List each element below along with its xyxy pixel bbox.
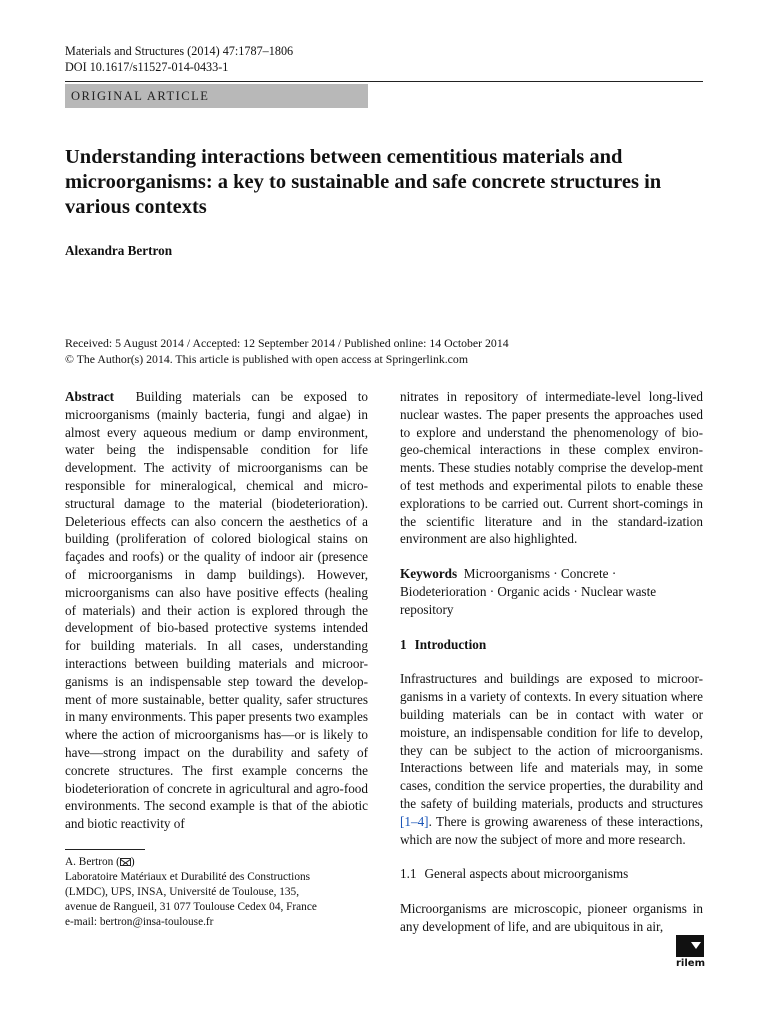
section-1-number: 1 xyxy=(400,636,407,652)
journal-citation: Materials and Structures (2014) 47:1787–1806 xyxy=(65,44,294,58)
affiliation-line-3: avenue de Rangueil, 31 077 Toulouse Cedex 04, France xyxy=(65,901,317,913)
subsection-1-1-heading xyxy=(400,865,703,883)
header-rule xyxy=(65,81,703,82)
intro-text-end: . There is growing awareness of these interactions, which are now the subject of more and more research. xyxy=(400,813,703,847)
author-email[interactable]: e-mail: bertron@insa-toulouse.fr xyxy=(65,916,214,928)
abstract-heading: Abstract xyxy=(65,389,115,404)
affiliation-line-2: (LMDC), UPS, INSA, Université de Toulouse, 135, xyxy=(65,886,300,898)
paper-title: Understanding interactions between cementitious materials and microorganisms: a key to sustainable and safe concrete structures in various contexts xyxy=(65,146,662,218)
intro-paragraph xyxy=(400,670,703,848)
affiliation-name: A. Bertron ( xyxy=(65,856,120,868)
author-affiliation xyxy=(65,855,368,930)
dates-line: Received: 5 August 2014 / Accepted: 12 September 2014 / Published online: 14 October 2014 xyxy=(65,336,509,350)
affiliation-name-line xyxy=(65,855,368,870)
rilem-logo-text: rilem xyxy=(676,958,705,969)
copyright-line: © The Author(s) 2014. This article is published with open access at Springerlink.com xyxy=(65,352,468,366)
subsection-number: 1.1 xyxy=(400,866,417,882)
affiliation-name-close: ) xyxy=(130,856,135,868)
microorganisms-paragraph: Microorganisms are microscopic, pioneer organisms in any development of life, and are ubiquitous in air, xyxy=(400,901,703,934)
intro-text: Infrastructures and buildings are exposed to microor-ganisms in a variety of contexts. In every situation where building materials can be in contact with water or moisture, an indispensable condition for life to develop, they can be subject to the action of microorganisms. Interactions between life and materials may, in some cases, condition the service properties, the durability and the safety of building materials, products and structures xyxy=(400,671,703,811)
footnote-rule xyxy=(65,849,145,850)
rilem-logo xyxy=(676,935,704,971)
abstract xyxy=(65,388,368,833)
rilem-logo-icon xyxy=(676,935,704,957)
right-column xyxy=(400,388,703,936)
citation-link[interactable]: [1–4] xyxy=(400,813,429,829)
keywords-text: Microorganisms · Concrete · Biodeterioration · Organic acids · Nuclear waste repository xyxy=(400,566,657,617)
subsection-title: General aspects about microorganisms xyxy=(424,866,629,882)
doi: DOI 10.1617/s11527-014-0433-1 xyxy=(65,60,229,74)
publication-dates xyxy=(65,335,705,367)
affiliation-line-1: Laboratoire Matériaux et Durabilité des Constructions xyxy=(65,871,311,883)
keywords-heading: Keywords xyxy=(400,566,458,582)
left-column xyxy=(65,388,368,833)
abstract-text-left: Building materials can be exposed to microorganisms (mainly bacteria, fungi and algae) in almost every aqueous medium or damp environment, water being the indispensable condition for life development. The activity of microorganisms can be responsible for mineralogical, chemical and micro-structural damage to the material (biodeterioration). Deleterious effects can also concern the aesthetics of a building (proliferation of colored biological stains on façades and roofs) or the quality of indoor air (presence of microorganisms in damp buildings). However, microorganisms can also have positive effects (healing of materials) and their action is explored through the development of bio-based protective systems intended for building materials. In all cases, understanding interactions between building materials and microor-ganisms is an indispensable step toward the develop-ment of more sustainable, better quality, safer structures in many environments. This paper presents two examples where the action of microorganisms has—or is likely to have—strong impact on the durability and safety of concrete structures. The first example concerns the biodeterioration of concrete in agricultural and agro-food environments. The second example is that of the abiotic and biotic reactivity of xyxy=(65,389,369,832)
article-type-banner: ORIGINAL ARTICLE xyxy=(65,84,368,108)
abstract-continued: nitrates in repository of intermediate-level long-lived nuclear wastes. The paper presents the approaches used to explore and understand the phenomenology of bio-geo-chemical interactions in these complex environ-ments. These studies notably comprise the develop-ment of test methods and experimental pilots to enable these explorations to be carried out. Current short-comings in the scientific literature and in the standard-ization environment are also highlighted. xyxy=(400,389,703,547)
journal-info xyxy=(65,43,293,75)
section-1-title: Introduction xyxy=(414,636,487,652)
keywords xyxy=(400,565,703,618)
author-name: Alexandra Bertron xyxy=(65,243,173,258)
section-1-heading xyxy=(400,636,703,654)
envelope-icon xyxy=(120,858,131,866)
